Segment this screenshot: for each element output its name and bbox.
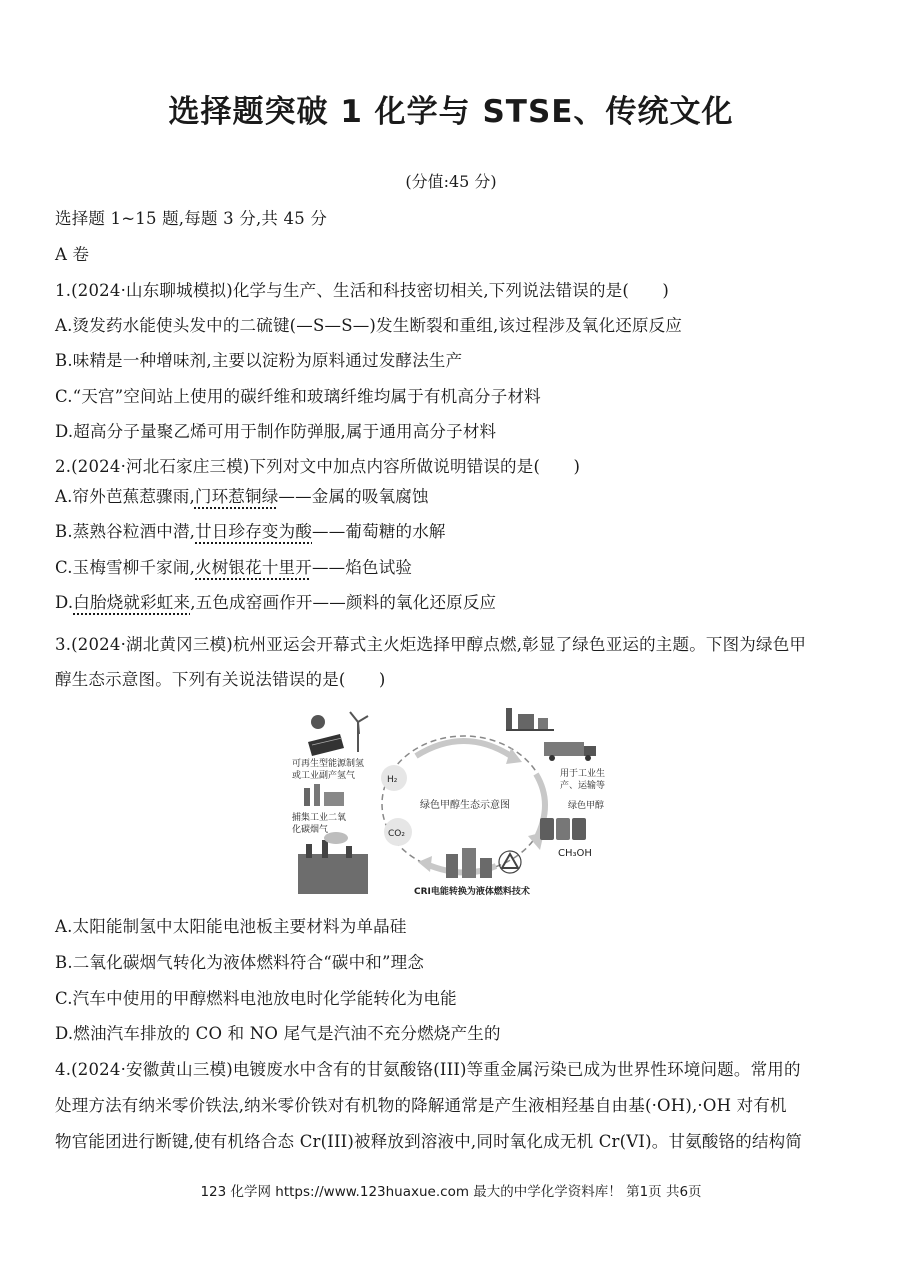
q2-a-suffix: ——金属的吸氧腐蚀 [278,487,429,506]
q2-a-dotted: 门环惹铜绿 [194,487,279,506]
q1-option-d: D.超高分子量聚乙烯可用于制作防弹服,属于通用高分子材料 [55,422,497,441]
cycle-arrowhead-bottom [418,856,432,872]
q3-stem-line1: 3.(2024·湖北黄冈三模)杭州亚运会开幕式主火炬选择甲醇点燃,彰显了绿色亚运的主题。下图为绿色甲 [55,635,807,654]
renew-label-2: 或工业副产氢气 [292,771,356,781]
section-label: A 卷 [55,245,90,264]
q1-option-c: C.“天宫”空间站上使用的碳纤维和玻璃纤维均属于有机高分子材料 [55,387,541,406]
intro-text: 选择题 1~15 题,每题 3 分,共 45 分 [55,209,328,228]
cycle-arrow-top [416,741,511,756]
page-footer: 123 化学网 https://www.123huaxue.com 最大的中学化学资料库！ 第1页 共6页 [200,1184,702,1200]
q3-stem-line2: 醇生态示意图。下列有关说法错误的是( ) [55,670,386,689]
q1-stem: 1.(2024·山东聊城模拟)化学与生产、生活和科技密切相关,下列说法错误的是( ) [55,281,670,300]
smokestack-icon [298,832,368,894]
center-label: 绿色甲醇生态示意图 [420,800,510,811]
q2-option-c [55,554,412,578]
cri-label: CRI电能转换为液体燃料技术 [414,887,530,897]
q1-option-a: A.烫发药水能使头发中的二硫键(—S—S—)发生断裂和重组,该过程涉及氧化还原反应 [55,316,683,335]
q2-c-suffix: ——焰色试验 [311,558,413,577]
barrels-icon [540,818,586,840]
q3-option-b: B.二氧化碳烟气转化为液体燃料符合“碳中和”理念 [55,953,425,972]
q4-line1: 4.(2024·安徽黄山三模)电镀废水中含有的甘氨酸铬(III)等重金属污染已成为世界性环境问题。常用的 [55,1060,801,1079]
q2-d-dotted: 白胎烧就彩虹来 [73,593,191,612]
capture-label-1: 捕集工业二氧 [292,813,347,823]
q2-a-prefix: A.帘外芭蕉惹骤雨, [55,487,195,506]
q2-option-b [55,518,446,542]
q2-c-prefix: C.玉梅雪柳千家闹, [55,558,196,577]
q4-line2: 处理方法有纳米零价铁法,纳米零价铁对有机物的降解通常是产生液相羟基自由基(·OH),·OH 对有机 [55,1096,787,1115]
q3-option-c: C.汽车中使用的甲醇燃料电池放电时化学能转化为电能 [55,989,457,1008]
solar-panel-icon [308,715,344,756]
capture-label-2: 化碳烟气 [292,825,329,835]
q2-c-dotted: 火树银花十里开 [195,558,312,577]
use-label-1: 用于工业生 [560,769,606,779]
q2-option-a [55,483,429,507]
q1-option-b: B.味精是一种增味剂,主要以淀粉为原料通过发酵法生产 [55,351,463,370]
q2-d-prefix: D. [55,593,74,612]
q2-option-d [55,589,496,613]
q2-b-dotted: 廿日珍存变为酸 [195,522,313,541]
cri-plant-icon [446,848,492,878]
green-methanol-diagram [292,704,624,904]
score-note: (分值:45 分) [405,172,497,191]
factory-capture-icon [304,784,344,806]
q3-option-d: D.燃油汽车排放的 CO 和 NO 尾气是汽油不充分燃烧产生的 [55,1024,501,1043]
ch3oh-label: CH₃OH [558,848,592,859]
wind-turbine-icon [350,712,368,752]
q2-b-prefix: B.蒸熟谷粒酒中潜, [55,522,196,541]
use-label-2: 产、运输等 [560,781,606,791]
h2-label: H₂ [387,775,398,785]
renew-label-1: 可再生型能源制氢 [292,759,365,769]
recycle-icon [499,851,521,873]
q4-line3: 物官能团进行断键,使有机络合态 Cr(III)被释放到溶液中,同时氧化成无机 Cr(VI)。甘氨酸铬的结构简 [55,1132,803,1151]
page-title: 选择题突破 1 化学与 STSE、传统文化 [168,94,734,130]
truck-icon [544,742,596,761]
refinery-icon [506,708,554,730]
q3-option-a: A.太阳能制氢中太阳能电池板主要材料为单晶硅 [55,917,407,936]
green-methanol-label: 绿色甲醇 [568,801,605,811]
q2-d-suffix: ,五色成窑画作开——颜料的氧化还原反应 [190,593,497,612]
co2-label: CO₂ [388,829,405,839]
q2-b-suffix: ——葡萄糖的水解 [312,522,446,541]
q2-stem: 2.(2024·河北石家庄三模)下列对文中加点内容所做说明错误的是( ) [55,457,581,476]
